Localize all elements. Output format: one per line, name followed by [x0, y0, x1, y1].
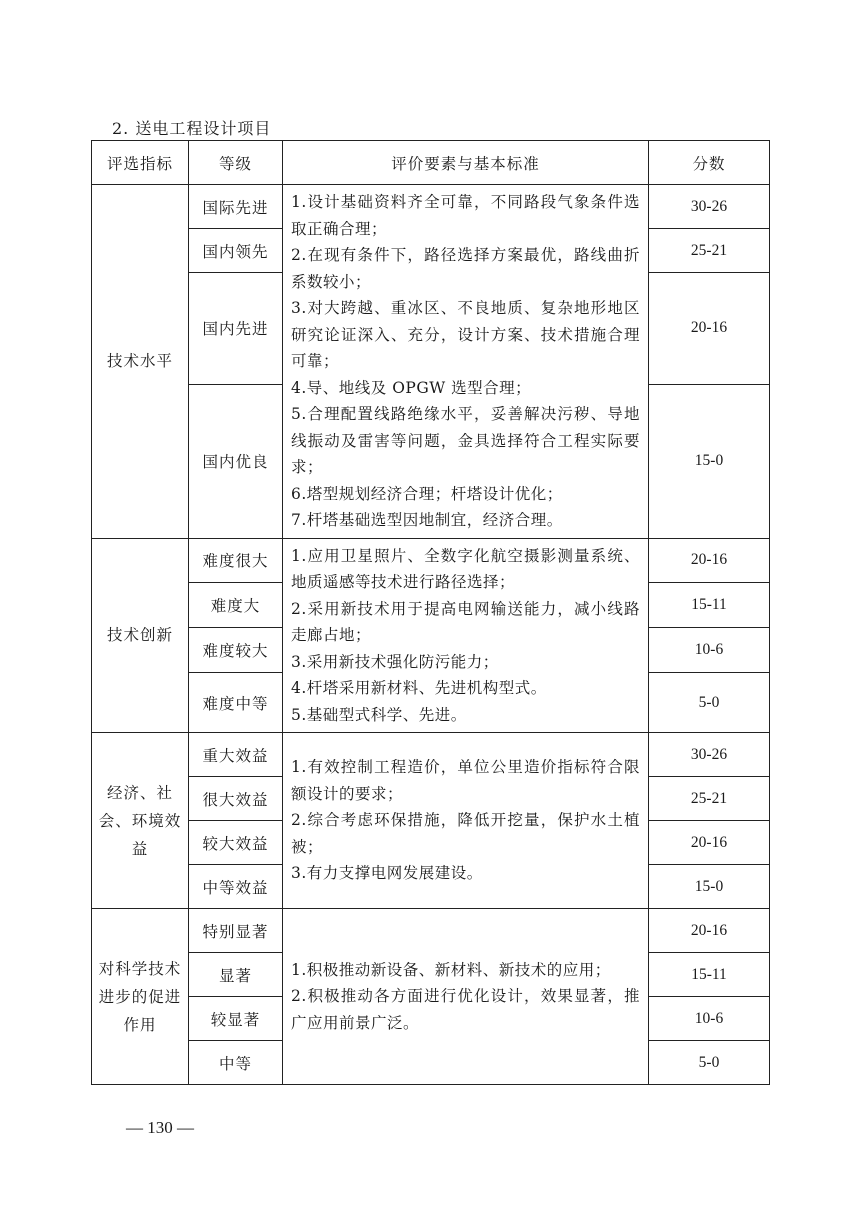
criterion-item: 3.有力支撑电网发展建设。 [291, 864, 483, 883]
criterion-item: 1.积极推动新设备、新材料、新技术的应用； [291, 960, 611, 979]
level-cell: 很大效益 [189, 777, 283, 821]
score-cell: 15-0 [649, 865, 770, 909]
level-cell: 较显著 [189, 997, 283, 1041]
score-cell: 5-0 [649, 1041, 770, 1085]
criteria-benefits [283, 733, 649, 909]
criterion-item: 7.杆塔基础选型因地制宜，经济合理。 [291, 511, 563, 529]
score-cell: 30-26 [649, 733, 770, 777]
criterion-item: 3.对大跨越、重冰区、不良地质、复杂地形地区研究论证深入、充分，设计方案、技术措施合理可靠； [291, 299, 640, 370]
level-cell: 国际先进 [189, 185, 283, 229]
score-cell: 15-11 [649, 953, 770, 997]
level-cell: 较大效益 [189, 821, 283, 865]
score-cell: 10-6 [649, 997, 770, 1041]
criteria-tech-innovation [283, 538, 649, 733]
score-cell: 10-6 [649, 627, 770, 673]
criterion-item: 6.塔型规划经济合理；杆塔设计优化； [291, 484, 563, 503]
level-cell: 难度中等 [189, 673, 283, 733]
header-indicator: 评选指标 [92, 141, 189, 185]
level-cell: 显著 [189, 953, 283, 997]
criterion-item: 2.积极推动各方面进行优化设计，效果显著，推广应用前景广泛。 [291, 987, 640, 1032]
level-cell: 国内优良 [189, 384, 283, 538]
level-cell: 特别显著 [189, 909, 283, 953]
level-cell: 中等效益 [189, 865, 283, 909]
table-row [92, 733, 770, 777]
level-cell: 国内先进 [189, 272, 283, 384]
score-cell: 25-21 [649, 229, 770, 272]
criteria-tech-level [283, 185, 649, 539]
criterion-item: 4.导、地线及 OPGW 选型合理； [291, 378, 532, 397]
score-cell: 5-0 [649, 673, 770, 733]
score-cell: 30-26 [649, 185, 770, 229]
criteria-sci-progress [283, 909, 649, 1085]
criterion-item: 3.采用新技术强化防污能力； [291, 652, 499, 671]
table-header-row [92, 141, 770, 185]
score-cell: 15-11 [649, 583, 770, 628]
criterion-item: 2.采用新技术用于提高电网输送能力，减小线路走廊占地； [291, 599, 640, 644]
score-cell: 20-16 [649, 821, 770, 865]
indicator-benefits: 经济、社会、环境效益 [92, 733, 189, 909]
header-level: 等级 [189, 141, 283, 185]
table-row [92, 185, 770, 229]
level-cell: 难度较大 [189, 627, 283, 673]
design-evaluation-table [91, 140, 770, 1085]
page-number: — 130 — [126, 1118, 194, 1137]
criterion-item: 5.合理配置线路绝缘水平，妥善解决污秽、导地线振动及雷害等问题，金具选择符合工程实际要求； [291, 405, 640, 476]
score-cell: 20-16 [649, 909, 770, 953]
indicator-tech-innovation: 技术创新 [92, 538, 189, 733]
score-cell: 20-16 [649, 272, 770, 384]
criterion-item: 1.有效控制工程造价，单位公里造价指标符合限额设计的要求； [291, 758, 640, 803]
indicator-sci-progress: 对科学技术进步的促进作用 [92, 909, 189, 1085]
criterion-item: 1.应用卫星照片、全数字化航空摄影测量系统、地质遥感等技术进行路径选择； [291, 546, 640, 591]
header-criteria: 评价要素与基本标准 [283, 141, 649, 185]
criterion-item: 2.在现有条件下，路径选择方案最优，路线曲折系数较小； [291, 246, 640, 291]
level-cell: 难度大 [189, 583, 283, 628]
header-score: 分数 [649, 141, 770, 185]
section-heading: 2. 送电工程设计项目 [112, 119, 272, 138]
score-cell: 15-0 [649, 384, 770, 538]
level-cell: 中等 [189, 1041, 283, 1085]
table-row [92, 538, 770, 583]
criterion-item: 1.设计基础资料齐全可靠，不同路段气象条件选取正确合理； [291, 193, 640, 238]
score-cell: 20-16 [649, 538, 770, 583]
indicator-tech-level: 技术水平 [92, 185, 189, 539]
level-cell: 国内领先 [189, 229, 283, 272]
level-cell: 重大效益 [189, 733, 283, 777]
score-cell: 25-21 [649, 777, 770, 821]
table-row [92, 909, 770, 953]
level-cell: 难度很大 [189, 538, 283, 583]
criterion-item: 2.综合考虑环保措施，降低开挖量，保护水土植被； [291, 811, 640, 856]
criterion-item: 5.基础型式科学、先进。 [291, 705, 467, 724]
criterion-item: 4.杆塔采用新材料、先进机构型式。 [291, 679, 547, 697]
